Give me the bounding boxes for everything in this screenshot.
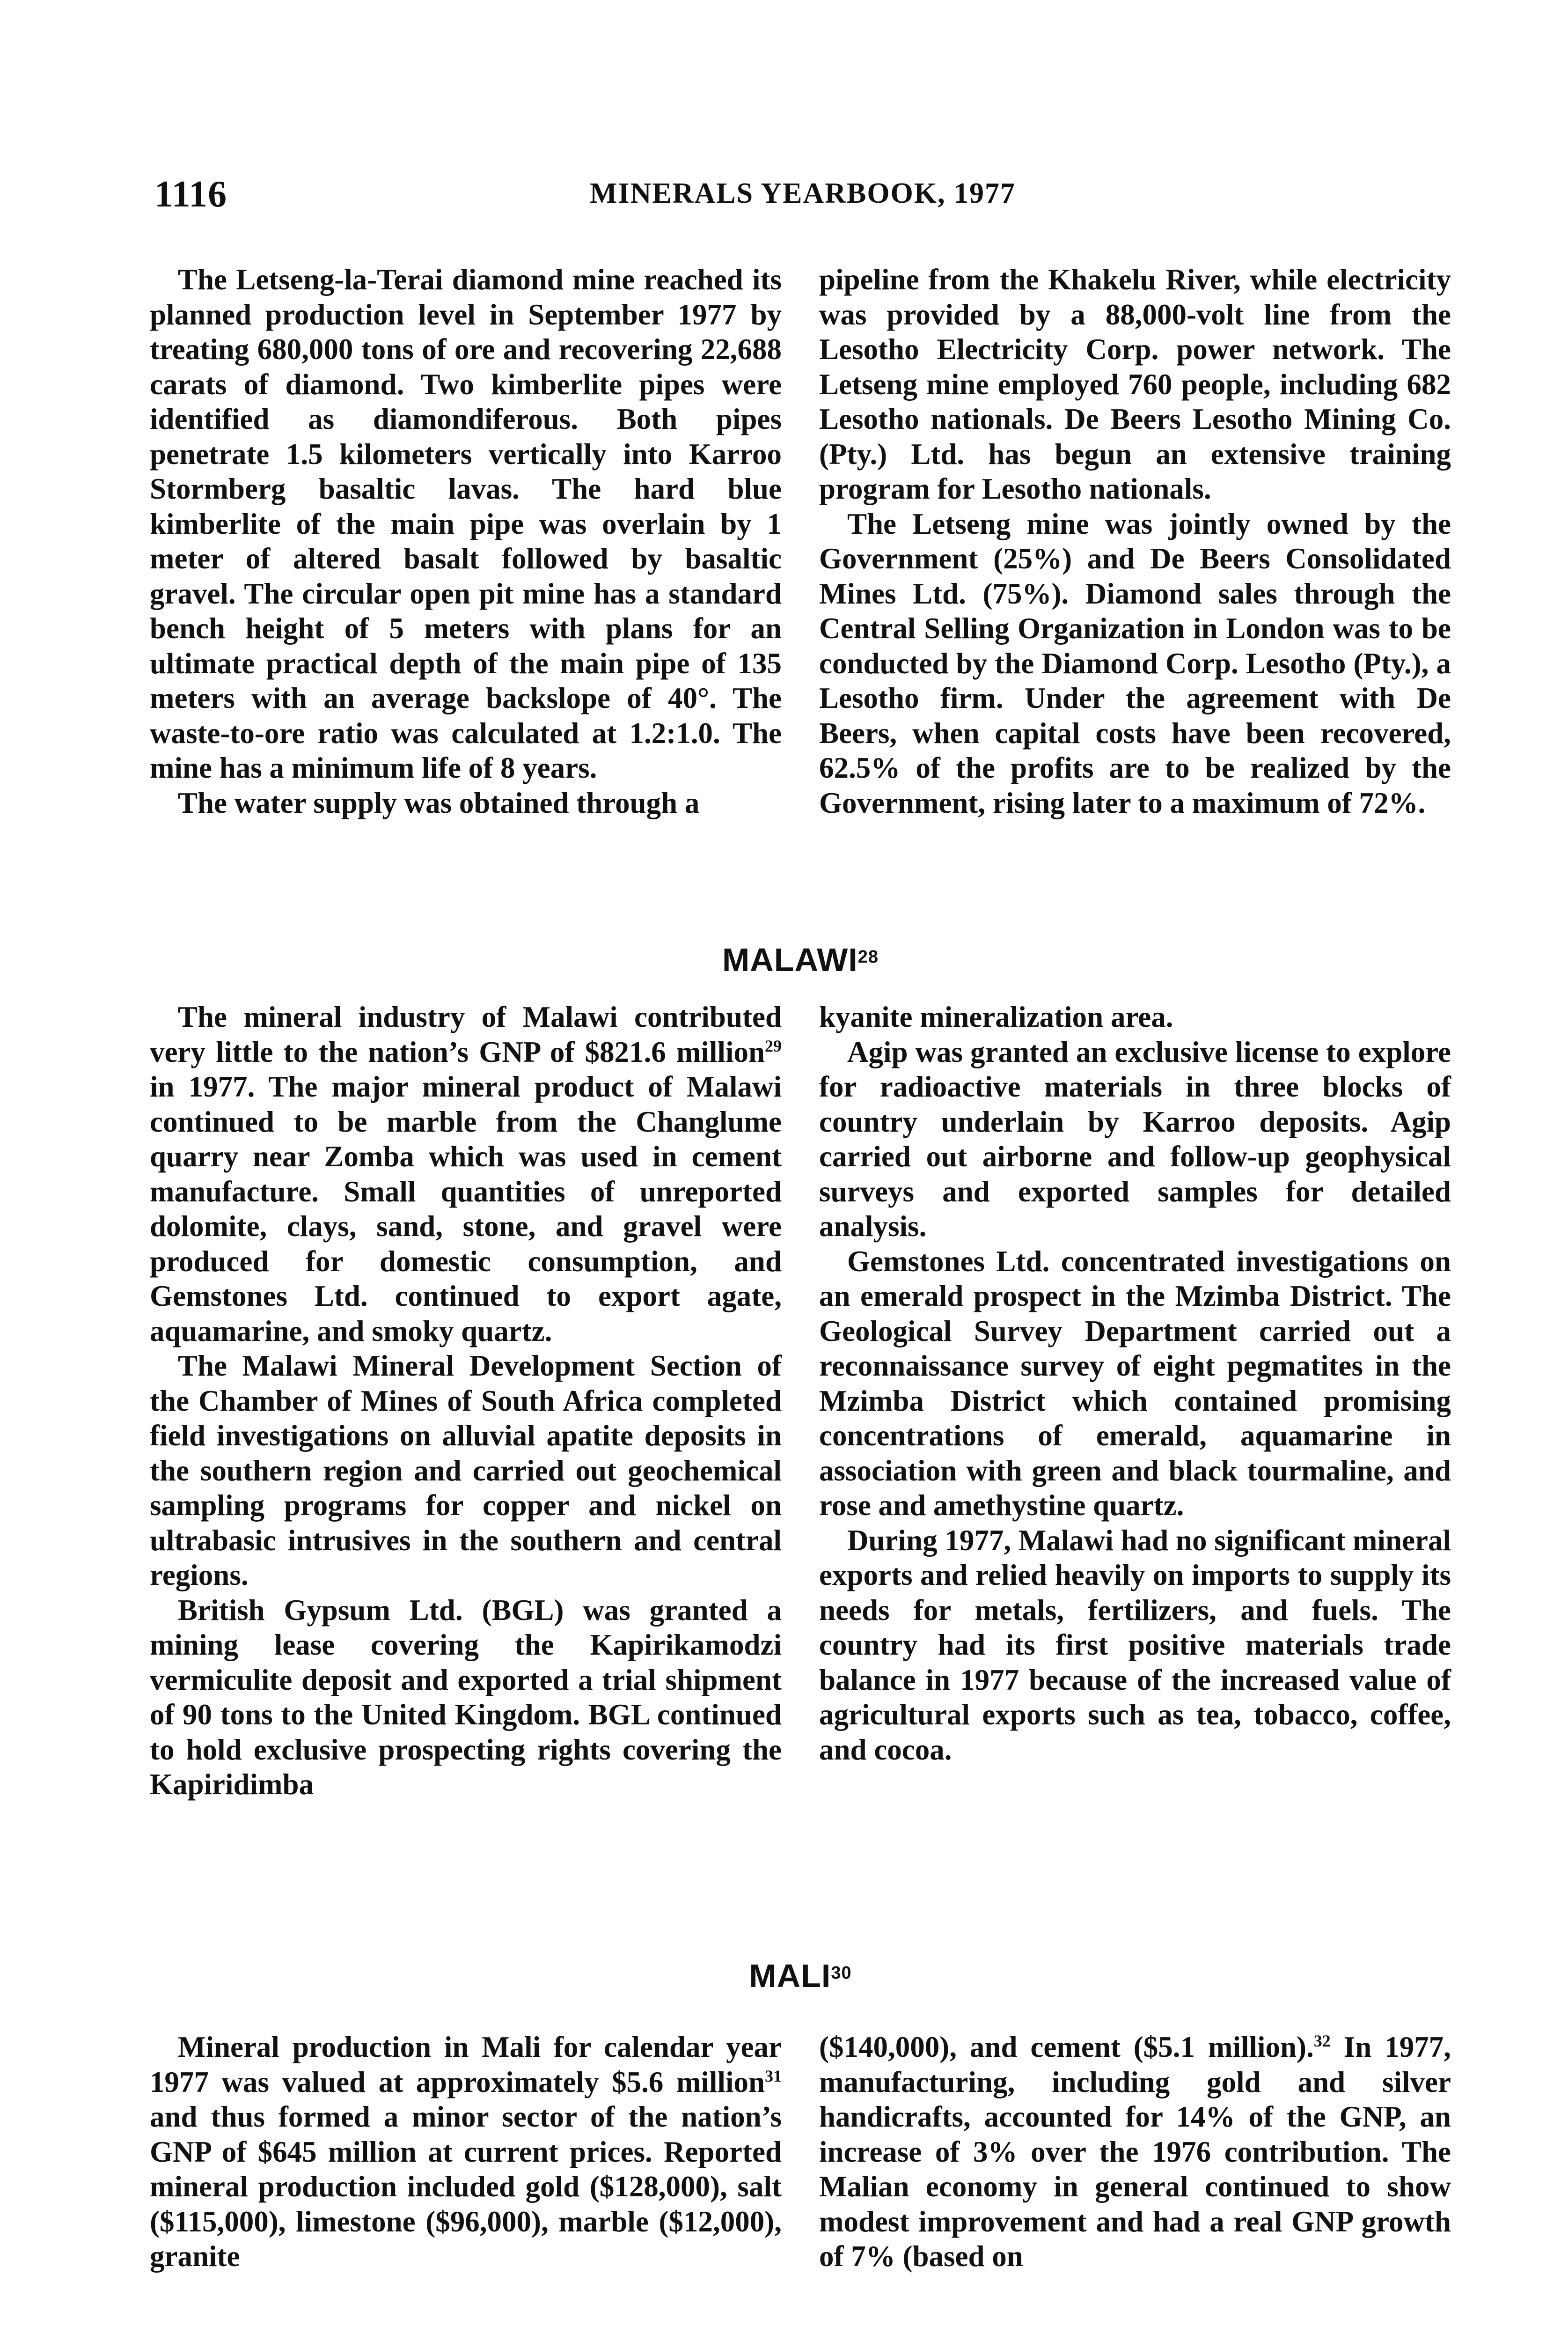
malawi-left-column xyxy=(150,1000,782,1802)
heading-text: MALI xyxy=(749,1958,831,1994)
lesotho-right-column xyxy=(819,262,1451,820)
mali-right-column xyxy=(819,2030,1451,2274)
paragraph: The Malawi Mineral Development Section of the Chamber of Mines of South Africa completed field investigations on alluvial apatite deposits in the southern region and carried out geochemical sampling programs for copper and nickel on ultrabasic intrusives in the southern and central regions. xyxy=(150,1349,782,1591)
paragraph xyxy=(150,1000,782,1348)
lesotho-left-column xyxy=(150,262,782,820)
paragraph-text: Mineral production in Mali for calendar year 1977 was valued at approximately $5.6 million xyxy=(150,2031,782,2098)
paragraph: British Gypsum Ltd. (BGL) was granted a mining lease covering the Kapirikamodzi vermiculite deposit and exported a trial shipment of 90 tons to the United Kingdom. BGL continued to hold exclusive prospecting rights covering the Kapiridimba xyxy=(150,1593,782,1801)
page-number: 1116 xyxy=(154,174,227,215)
running-head xyxy=(154,173,1451,215)
footnote-marker: 31 xyxy=(765,2066,782,2085)
section-heading-malawi xyxy=(150,934,1451,990)
footnote-marker: 28 xyxy=(857,947,879,967)
heading-text: MALAWI xyxy=(722,942,858,978)
paragraph: pipeline from the Khakelu River, while electricity was provided by a 88,000-volt line from the Lesotho Electricity Corp. power network. The Letseng mine employed 760 people, including 682 Lesotho nationals. De Beers Lesotho Mining Co. (Pty.) Ltd. has begun an extensive training program for Lesotho nationals. xyxy=(819,263,1451,505)
paragraph xyxy=(150,2030,782,2274)
paragraph: The Letseng mine was jointly owned by the Government (25%) and De Beers Consolidated Mines Ltd. (75%). Diamond sales through the Central Selling Organization in London was to be conducted by the Diamond Corp. Lesotho (Pty.), a Lesotho firm. Under the agreement with De Beers, when capital costs have been recovered, 62.5% of the profits are to be realized by the Government, rising later to a maximum of 72%. xyxy=(819,507,1451,819)
paragraph-text: In 1977, manufacturing, including gold and silver handicrafts, accounted for 14% of the GNP, an increase of 3% over the 1976 contribution. The Malian economy in general continued to show modest improvement and had a real GNP growth of 7% (based on xyxy=(819,2031,1451,2273)
paragraph xyxy=(819,2030,1451,2274)
paragraph: Gemstones Ltd. concentrated investigations on an emerald prospect in the Mzimba District. The Geological Survey Department carried out a reconnaissance survey of eight pegmatites in the Mzimba District which contained promising concentrations of emerald, aquamarine in association with green and black tourmaline, and rose and amethystine quartz. xyxy=(819,1244,1451,1522)
paragraph-text: in 1977. The major mineral product of Malawi continued to be marble from the Changlume quarry near Zomba which was used in cement manufacture. Small quantities of unreported dolomite, clays, sand, stone, and gravel were produced for domestic consumption, and Gemstones Ltd. continued to export agate, aquamarine, and smoky quartz. xyxy=(150,1070,782,1347)
footnote-marker: 29 xyxy=(765,1036,782,1055)
paragraph: During 1977, Malawi had no significant mineral exports and relied heavily on imports to supply its needs for metals, fertilizers, and fuels. The country had its first positive materials trade balance in 1977 because of the increased value of agricultural exports such as tea, tobacco, coffee, and cocoa. xyxy=(819,1524,1451,1766)
running-title: MINERALS YEARBOOK, 1977 xyxy=(589,177,1016,209)
paragraph: Agip was granted an exclusive license to explore for radioactive materials in three blocks of country underlain by Karroo deposits. Agip carried out airborne and follow-up geophysical surveys and exported samples for detailed analysis. xyxy=(819,1035,1451,1243)
paragraph-text: ($140,000), and cement ($5.1 million). xyxy=(819,2031,1314,2063)
section-heading-mali xyxy=(150,1950,1451,2006)
lesotho-section xyxy=(150,262,1451,820)
footnote-marker: 32 xyxy=(1313,2032,1331,2050)
mali-left-column xyxy=(150,2030,782,2274)
malawi-right-column xyxy=(819,1000,1451,1802)
malawi-section xyxy=(150,934,1451,1802)
paragraph: kyanite mineralization area. xyxy=(819,1001,1173,1033)
paragraph-text: and thus formed a minor sector of the nation’s GNP of $645 million at current prices. Reported mineral production included gold ($128,000), salt ($115,000), limestone ($96,000), marble ($12,000), granite xyxy=(150,2100,782,2273)
paragraph-text: The mineral industry of Malawi contributed very little to the nation’s GNP of $821.6 million xyxy=(150,1001,782,1068)
mali-section xyxy=(150,1950,1451,2274)
paragraph: The water supply was obtained through a xyxy=(178,786,700,819)
footnote-marker: 30 xyxy=(831,1963,852,1983)
paragraph: The Letseng-la-Terai diamond mine reached its planned production level in September 1977 by treating 680,000 tons of ore and recovering 22,688 carats of diamond. Two kimberlite pipes were identified as diamondiferous. Both pipes penetrate 1.5 kilometers vertically into Karroo Stormberg basaltic lavas. The hard blue kimberlite of the main pipe was overlain by 1 meter of altered basalt followed by basaltic gravel. The circular open pit mine has a standard bench height of 5 meters with plans for an ultimate practical depth of the main pipe of 135 meters with an average backslope of 40°. The waste-to-ore ratio was calculated at 1.2:1.0. The mine has a minimum life of 8 years. xyxy=(150,263,782,784)
